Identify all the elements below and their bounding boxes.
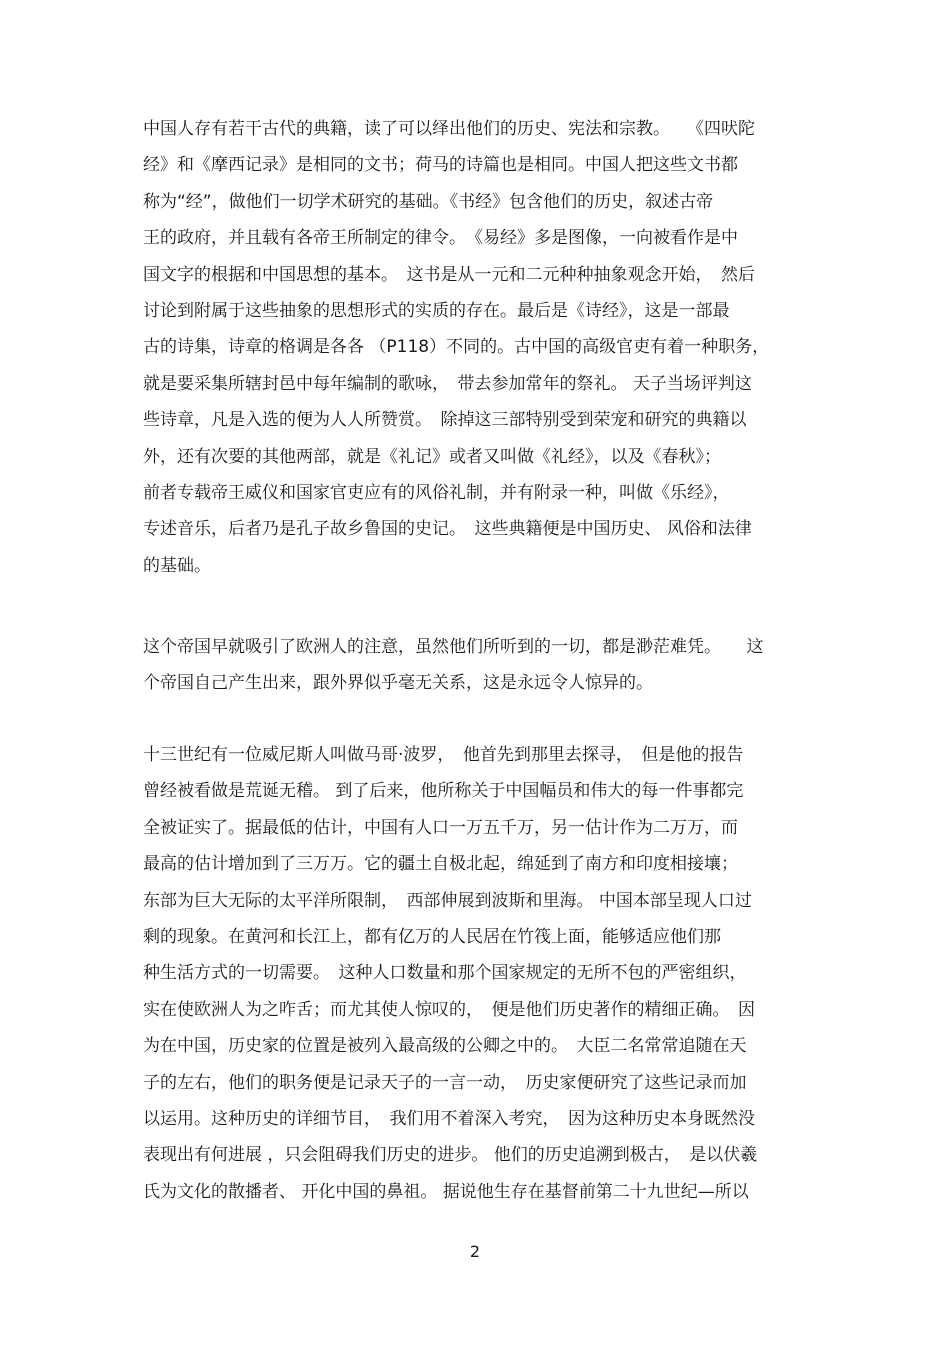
text-line: 表现出有何进展 ，只会阻碍我们历史的进步。 他们的历史追溯到极古， 是以伏羲	[143, 1145, 758, 1166]
text-line: 经》和《摩西记录》是相同的文书；荷马的诗篇也是相同。中国人把这些文书都	[143, 155, 738, 176]
text-line: 些诗章，凡是入选的便为人人所赞赏。 除掉这三部特别受到荣宠和研究的典籍以	[143, 410, 747, 431]
text-line: 最高的估计增加到了三万万。它的疆土自极北起，绵延到了南方和印度相接壤；	[143, 854, 738, 875]
text-line: 全被证实了。据最低的估计，中国有人口一万五千万，另一估计作为二万万，而	[143, 817, 738, 838]
text-line: 前者专载帝王威仪和国家官吏应有的风俗礼制，并有附录一种，叫做《乐经》，	[143, 482, 730, 503]
text-line: 剩的现象。在黄河和长江上，都有亿万的人民居在竹筏上面，能够适应他们那	[143, 926, 721, 947]
text-line: 称为“经”，做他们一切学术研究的基础。《书经》包含他们的历史，叙述古帝	[143, 191, 714, 212]
text-line: 中国人存有若干古代的典籍，读了可以绎出他们的历史、宪法和宗教。 《四吠陀	[143, 119, 755, 139]
paragraph-marco-polo	[143, 737, 813, 1210]
text-line: 国文字的根据和中国思想的基本。 这书是从一元和二元种种抽象观念开始， 然后	[143, 264, 755, 285]
text-line: 个帝国自己产生出来，跟外界似乎毫无关系，这是永远令人惊异的。	[143, 673, 653, 694]
page-number: 2	[469, 1242, 481, 1261]
text-line: 以运用。这种历史的详细节目， 我们用不着深入考究， 因为这种历史本身既然没	[143, 1108, 755, 1129]
text-line: 古的诗集，诗章的格调是各各 （P118）不同的。古中国的高级官吏有着一种职务，	[143, 337, 770, 358]
text-line: 实在使欧洲人为之咋舌；而尤其使人惊叹的， 便是他们历史著作的精细正确。 因	[143, 999, 755, 1020]
text-line: 为在中国，历史家的位置是被列入最高级的公卿之中的。 大臣二名常常追随在天	[143, 1036, 747, 1057]
paragraph-empire-attention	[143, 629, 813, 702]
text-line: 子的左右，他们的职务便是记录天子的一言一动， 历史家便研究了这些记录而加	[143, 1072, 747, 1093]
text-line: 氏为文化的散播者、 开化中国的鼻祖。 据说他生存在基督前第二十九世纪—所以	[143, 1181, 749, 1202]
text-line: 外，还有次要的其他两部，就是《礼记》或者又叫做《礼经》，以及《春秋》；	[143, 446, 721, 467]
text-line: 的基础。	[143, 555, 211, 576]
text-line: 东部为巨大无际的太平洋所限制， 西部伸展到波斯和里海。 中国本部呈现人口过	[143, 890, 752, 911]
text-line: 曾经被看做是荒诞无稽。 到了后来，他所称关于中国幅员和伟大的每一件事都完	[143, 781, 744, 802]
paragraph-classics	[143, 111, 813, 584]
text-line: 种生活方式的一切需要。 这种人口数量和那个国家规定的无所不包的严密组织，	[143, 963, 747, 984]
text-line: 这个帝国早就吸引了欧洲人的注意，虽然他们所听到的一切，都是渺茫难凭。 这	[143, 637, 764, 657]
text-line: 王的政府，并且载有各帝王所制定的律令。 《易经》多是图像，一向被看作是中	[143, 228, 738, 249]
text-line: 十三世纪有一位威尼斯人叫做马哥·波罗， 他首先到那里去探寻， 但是他的报告	[143, 745, 744, 765]
text-line: 就是要采集所辖封邑中每年编制的歌咏， 带去参加常年的祭礼。 天子当场评判这	[143, 373, 752, 394]
text-line: 专述音乐，后者乃是孔子故乡鲁国的史记。 这些典籍便是中国历史、 风俗和法律	[143, 519, 752, 540]
text-line: 讨论到附属于这些抽象的思想形式的实质的存在。最后是《诗经》，这是一部最	[143, 300, 730, 321]
